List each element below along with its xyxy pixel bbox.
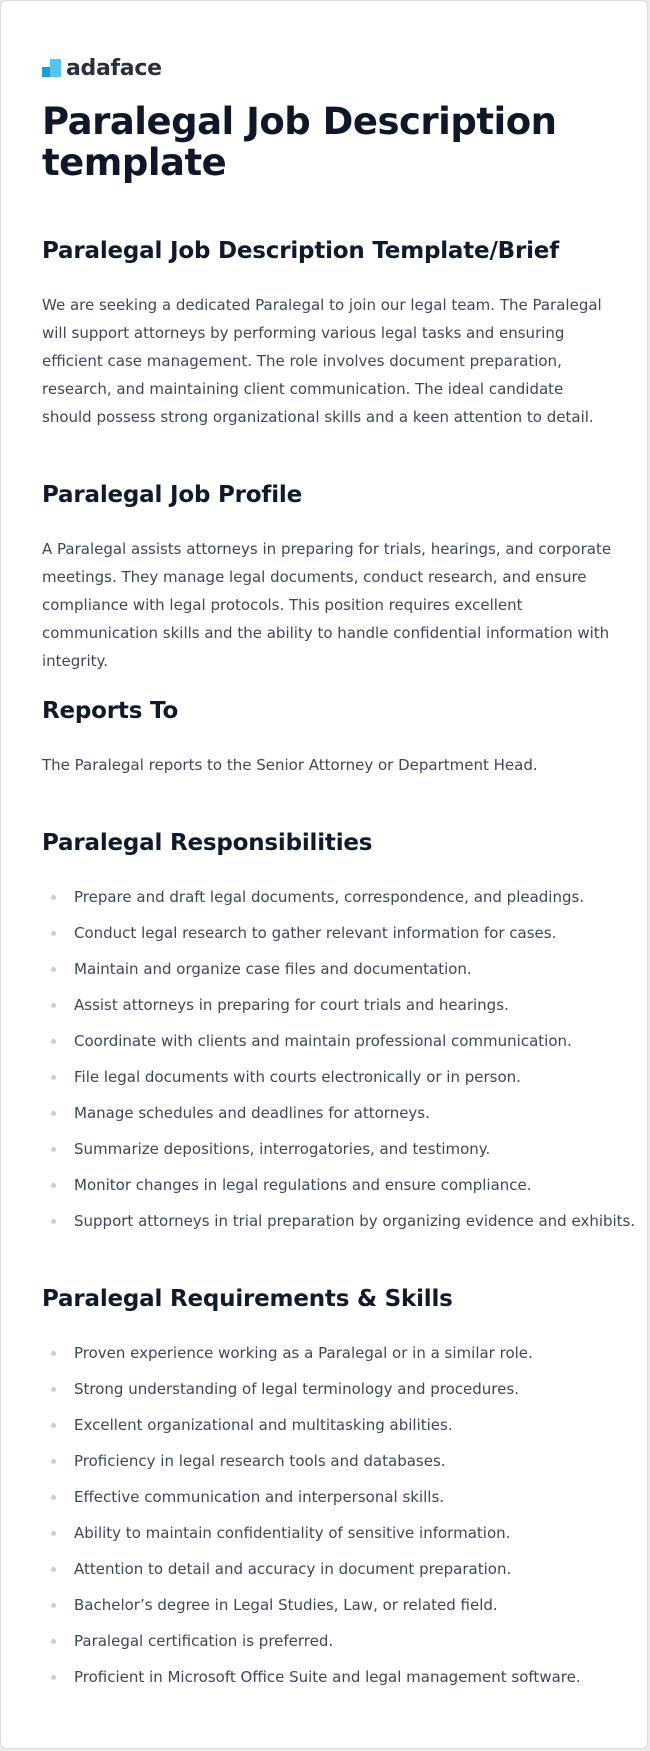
list-item: Monitor changes in legal regulations and ensure compliance. [42,1167,622,1203]
section-heading-reports-to: Reports To [42,698,179,724]
section-heading-profile: Paralegal Job Profile [42,482,302,508]
list-item: Proficiency in legal research tools and databases. [42,1443,622,1479]
list-item: File legal documents with courts electronically or in person. [42,1059,622,1095]
list-item: Support attorneys in trial preparation by organizing evidence and exhibits. [42,1203,622,1239]
adaface-logo-mark-icon [42,59,62,77]
section-body-profile: A Paralegal assists attorneys in preparing for trials, hearings, and corporate meetings. They manage legal documents, conduct research, and ensure compliance with legal protocols. This position requires excellent communication skills and the ability to handle confidential information with integrity. [42,540,612,670]
list-item: Attention to detail and accuracy in document preparation. [42,1551,622,1587]
section-heading-requirements: Paralegal Requirements & Skills [42,1286,453,1312]
responsibilities-list [42,879,636,1239]
list-item: Manage schedules and deadlines for attorneys. [42,1095,622,1131]
page-title: Paralegal Job Description template [42,100,557,184]
list-item: Paralegal certification is preferred. [42,1623,622,1659]
list-item: Bachelor’s degree in Legal Studies, Law, or related field. [42,1587,622,1623]
section-heading-responsibilities: Paralegal Responsibilities [42,830,373,856]
list-item: Effective communication and interpersonal skills. [42,1479,622,1515]
list-item: Strong understanding of legal terminology and procedures. [42,1371,622,1407]
list-item: Prepare and draft legal documents, correspondence, and pleadings. [42,879,622,915]
list-item: Proficient in Microsoft Office Suite and legal management software. [42,1659,622,1695]
list-item: Coordinate with clients and maintain professional communication. [42,1023,622,1059]
section-body-brief: We are seeking a dedicated Paralegal to join our legal team. The Paralegal will support attorneys by performing various legal tasks and ensuring efficient case management. The role involves document preparation, research, and maintaining client communication. The ideal candidate should possess strong organizational skills and a keen attention to detail. [42,296,602,426]
section-body-reports-to: The Paralegal reports to the Senior Attorney or Department Head. [42,756,538,774]
list-item: Ability to maintain confidentiality of sensitive information. [42,1515,622,1551]
list-item: Proven experience working as a Paralegal or in a similar role. [42,1335,622,1371]
list-item: Excellent organizational and multitasking abilities. [42,1407,622,1443]
section-heading-brief: Paralegal Job Description Template/Brief [42,238,560,264]
list-item: Assist attorneys in preparing for court trials and hearings. [42,987,622,1023]
adaface-logo[interactable] [42,56,162,80]
list-item: Summarize depositions, interrogatories, and testimony. [42,1131,622,1167]
list-item: Conduct legal research to gather relevant information for cases. [42,915,622,951]
list-item: Maintain and organize case files and documentation. [42,951,622,987]
logo-wordmark: adaface [66,55,162,81]
requirements-list [42,1335,622,1695]
